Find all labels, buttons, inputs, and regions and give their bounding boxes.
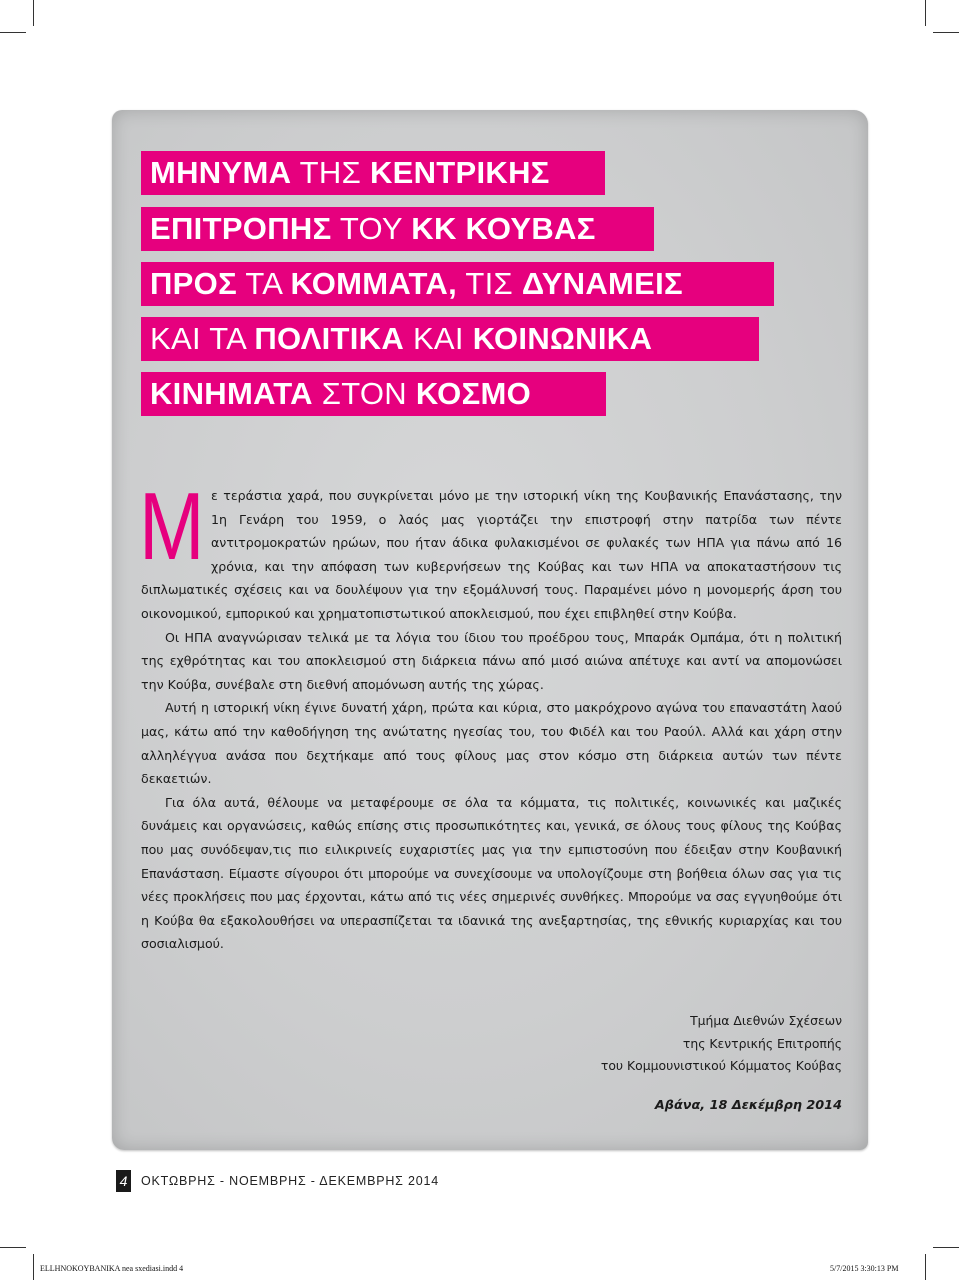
article-paragraph: Για όλα αυτά, θέλουμε να μεταφέρουμε σε όλα τα κόμματα, τις πολιτικές, κοινωνικές και μαζικές δυνάμεις και οργανώσεις, καθώς επίσης στις προσωπικότητες και, γενικά, σε όλους τους φίλους της Κούβας που μας συνόδεψαν,τις πιο ειλικρινείς ευχαριστίες μας για την εμπιστοσύνη που έδειξαν στην Κουβανική Επανάσταση. Είμαστε σίγουροι ότι μπορούμε να συνεχίσουμε να υπολογίζουμε στη βοήθεια όλων σας για τις νέες προκλήσεις που μας έρχονται, κάτω από τις νέες σημερινές συνθήκες. Μπορούμε να σας εγγυηθούμε ότι η Κούβα θα εξακολουθήσει να υπερασπίζεται τα ιδανικά της ανεξαρτησίας, της εθνικής κυριαρχίας και του σοσιαλισμού.	[141, 794, 842, 952]
article-paragraph: ε τεράστια χαρά, που συγκρίνεται μόνο με την ιστορική νίκη της Κουβανικής Επανάστασης, την 1η Γενάρη του 1959, ο λαός μας γιορτάζει την επιστροφή στην πατρίδα των πέντε αντιτρομοκρατών ηρώων, που ήταν άδικα φυλακισμένοι σε φυλακές των ΗΠΑ για πάνω από 16 χρόνια, και την απόφαση των κυβερνήσεων της Κούβας και των ΗΠΑ να αποκαταστήσουν τις διπλωματικές σχέσεις και να δουλέψουν για την εξομάλυνσή τους. Παραμένει μόνο η μονομερής άρση του οικονομικού, εμπορικού και χρηματοπιστωτικού αποκλεισμού, που έχει επιβληθεί στην Κούβα.	[141, 488, 842, 621]
signature-line: Τμήμα Διεθνών Σχέσεων	[690, 1013, 842, 1028]
print-slug-timestamp: 5/7/2015 3:30:13 PM	[830, 1264, 899, 1273]
title-line-5: ΚΙΝΗΜΑΤΑ ΣΤΟΝ ΚΟΣΜΟ	[141, 372, 606, 416]
page-folio	[116, 1170, 439, 1192]
title-line-4: ΚΑΙ ΤΑ ΠΟΛΙΤΙΚΑ ΚΑΙ ΚΟΙΝΩΝΙΚΑ	[141, 317, 759, 361]
title-line-3: ΠΡΟΣ ΤΑ ΚΟΜΜΑΤΑ, ΤΙΣ ΔΥΝΑΜΕΙΣ	[141, 262, 774, 306]
crop-mark	[33, 0, 34, 26]
article-paragraph: Οι ΗΠΑ αναγνώρισαν τελικά με τα λόγια του ίδιου του προέδρου τους, Μπαράκ Ομπάμα, ότι η πολιτική της εχθρότητας και του αποκλεισμού στη διάρκεια πάνω από μισό αιώνα απέτυχε και αντί να απομονώσει την Κούβα, συνέβαλε στη διεθνή απομόνωση αυτής της χώρας.	[141, 629, 842, 692]
crop-mark	[33, 1254, 34, 1280]
dateline: Αβάνα, 18 Δεκέμβρη 2014	[654, 1098, 842, 1113]
crop-mark	[0, 32, 26, 33]
title-line-1: ΜΗΝΥΜΑ ΤΗΣ ΚΕΝΤΡΙΚΗΣ	[141, 151, 605, 195]
signature-line: της Κεντρικής Επιτροπής	[682, 1035, 842, 1051]
crop-mark	[925, 0, 926, 26]
article-paragraph: Αυτή η ιστορική νίκη έγινε δυνατή χάρη, πρώτα και κύρια, στο μακρόχρονο αγώνα του επαναστάτη λαού μας, κάτω από την καθοδήγηση της ανώτατης ηγεσίας του, του Φιδέλ και του Ραούλ. Αλλά και χάρη στην αλληλέγγυα ανάσα που δεχτήκαμε από τους φίλους μας στον κόσμο στη διάρκεια αυτών των πέντε δεκαετιών.	[141, 700, 842, 787]
print-slug-filename: ELLHNOKOYBANIKA nea sxediasi.indd 4	[40, 1264, 184, 1273]
crop-mark	[933, 32, 959, 33]
crop-mark	[925, 1254, 926, 1280]
title-line-2: ΕΠΙΤΡΟΠΗΣ ΤΟΥ ΚΚ ΚΟΥΒΑΣ	[141, 207, 654, 251]
issue-label: ΟΚΤΩΒΡΗΣ - ΝΟΕΜΒΡΗΣ - ΔΕΚΕΜΒΡΗΣ 2014	[141, 1174, 439, 1188]
article-body	[139, 473, 842, 956]
signature-block	[601, 1010, 842, 1078]
crop-mark	[933, 1247, 959, 1248]
crop-mark	[0, 1247, 26, 1248]
drop-cap: Μ	[139, 473, 205, 580]
signature-line: του Κομμουνιστικού Κόμματος Κούβας	[600, 1058, 842, 1073]
page-number: 4	[116, 1170, 131, 1192]
